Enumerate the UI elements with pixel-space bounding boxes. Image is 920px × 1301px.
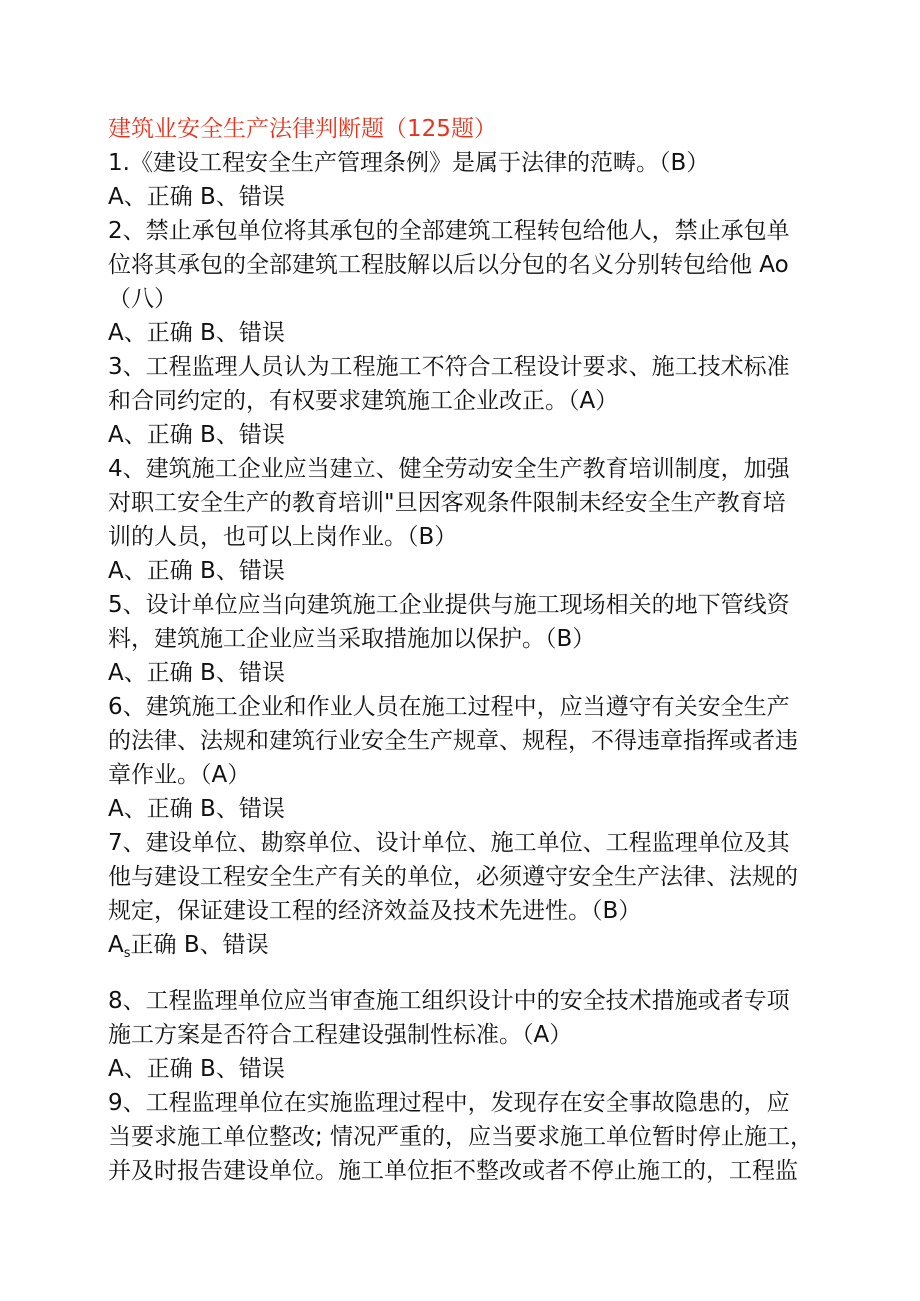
answer-options-q7 bbox=[108, 928, 843, 971]
question-1 bbox=[108, 146, 843, 180]
answer-options: A、正确 B、错误 bbox=[108, 1056, 285, 1082]
question-line: 的法律、法规和建筑行业安全生产规章、规程，不得违章指挥或者违 bbox=[108, 728, 798, 754]
answer-options: A、正确 B、错误 bbox=[108, 558, 285, 584]
option-rest: 正确 B、错误 bbox=[130, 932, 269, 958]
question-line: 他与建设工程安全生产有关的单位，必须遵守安全生产法律、法规的 bbox=[108, 864, 798, 890]
question-line: 料，建筑施工企业应当采取措施加以保护。（B） bbox=[108, 626, 596, 652]
question-line: 9、工程监理单位在实施监理过程中，发现存在安全事故隐患的，应 bbox=[108, 1090, 790, 1116]
question-line: 施工方案是否符合工程建设强制性标准。（A） bbox=[108, 1022, 573, 1048]
question-line: 4、建筑施工企业应当建立、健全劳动安全生产教育培训制度，加强 bbox=[108, 456, 790, 482]
question-line: 对职工安全生产的教育培训"旦因客观条件限制未经安全生产教育培 bbox=[108, 490, 786, 516]
answer-options: A、正确 B、错误 bbox=[108, 184, 285, 210]
answer-options: A、正确 B、错误 bbox=[108, 320, 285, 346]
question-line: 1.《建设工程安全生产管理条例》是属于法律的范畴。（B） bbox=[108, 150, 710, 176]
subscript-s: s bbox=[123, 946, 131, 961]
document-title: 建筑业安全生产法律判断题（125题） bbox=[108, 116, 497, 142]
question-line: 并及时报告建设单位。施工单位拒不整改或者不停止施工的，工程监 bbox=[108, 1158, 798, 1184]
question-3 bbox=[108, 350, 843, 418]
option-a-letter: A bbox=[108, 932, 124, 958]
answer-options: A、正确 B、错误 bbox=[108, 422, 285, 448]
question-5 bbox=[108, 588, 843, 656]
question-4 bbox=[108, 452, 843, 554]
question-line: 5、设计单位应当向建筑施工企业提供与施工现场相关的地下管线资 bbox=[108, 592, 790, 618]
question-line: 训的人员，也可以上岗作业。（B） bbox=[108, 524, 458, 550]
question-6 bbox=[108, 690, 843, 792]
question-line: 规定，保证建设工程的经济效益及技术先进性。（B） bbox=[108, 898, 642, 924]
document-page bbox=[108, 112, 843, 1188]
question-9 bbox=[108, 1086, 843, 1188]
answer-options: A、正确 B、错误 bbox=[108, 660, 285, 686]
spacer bbox=[108, 971, 843, 984]
question-2 bbox=[108, 214, 843, 316]
question-8 bbox=[108, 984, 843, 1052]
question-line: 和合同约定的，有权要求建筑施工企业改正。（A） bbox=[108, 388, 619, 414]
question-line: 7、建设单位、勘察单位、设计单位、施工单位、工程监理单位及其 bbox=[108, 830, 790, 856]
question-line: 章作业。（A） bbox=[108, 762, 251, 788]
question-line: （八） bbox=[108, 286, 177, 312]
question-line: 6、建筑施工企业和作业人员在施工过程中，应当遵守有关安全生产 bbox=[108, 694, 790, 720]
question-7 bbox=[108, 826, 843, 928]
question-line: 当要求施工单位整改; 情况严重的，应当要求施工单位暂时停止施工， bbox=[108, 1124, 814, 1150]
question-line: 位将其承包的全部建筑工程肢解以后以分包的名义分别转包给他 Ao bbox=[108, 252, 789, 278]
question-line: 8、工程监理单位应当审查施工组织设计中的安全技术措施或者专项 bbox=[108, 988, 790, 1014]
question-line: 3、工程监理人员认为工程施工不符合工程设计要求、施工技术标准 bbox=[108, 354, 790, 380]
question-line: 2、禁止承包单位将其承包的全部建筑工程转包给他人，禁止承包单 bbox=[108, 218, 790, 244]
answer-options: A、正确 B、错误 bbox=[108, 796, 285, 822]
